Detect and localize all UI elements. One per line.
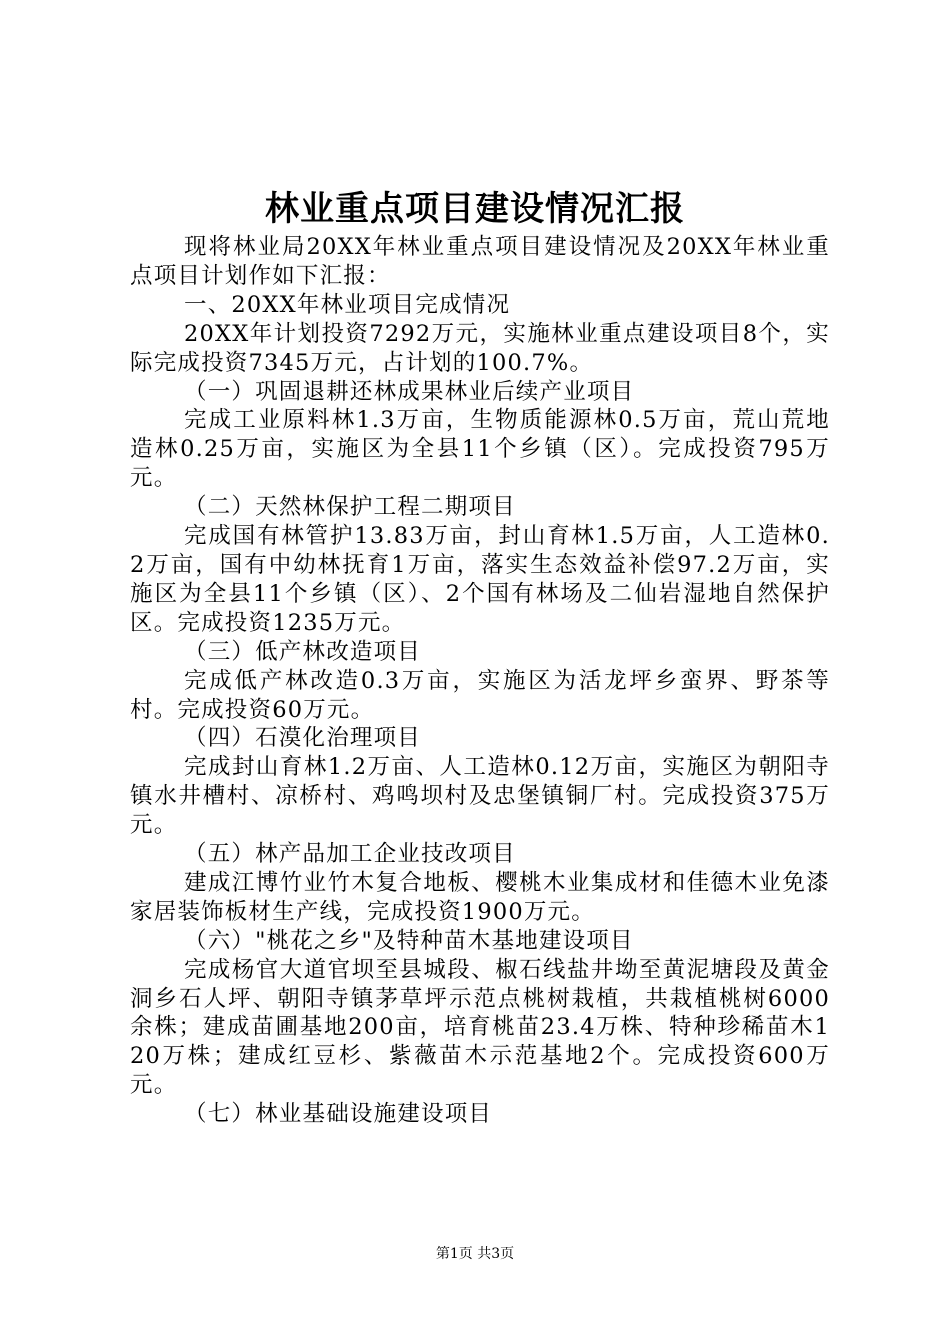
- subsection-heading: （五）林产品加工企业技改项目: [184, 841, 516, 868]
- subsection-heading: （六）"桃花之乡"及特种苗木基地建设项目: [184, 927, 634, 954]
- summary-paragraph: 20XX年计划投资7292万元，实施林业重点建设项目8个，实际完成投资7345万元，占计划的100.7%。: [130, 320, 830, 376]
- subsection-heading: （七）林业基础设施建设项目: [184, 1101, 493, 1128]
- body-paragraph: 完成国有林管护13.83万亩，封山育林1.5万亩，人工造林0.2万亩，国有中幼林抚育1万亩，落实生态效益补偿97.2万亩，实施区为全县11个乡镇（区）、2个国有林场及二仙岩湿地自然保护区。完成投资1235万元。: [130, 523, 830, 636]
- subsection-heading: （一）巩固退耕还林成果林业后续产业项目: [184, 378, 635, 405]
- body-paragraph: 完成低产林改造0.3万亩，实施区为活龙坪乡蛮界、野茶等村。完成投资60万元。: [130, 667, 830, 723]
- subsection-heading: （三）低产林改造项目: [184, 638, 422, 665]
- document-body: [130, 233, 830, 1129]
- body-paragraph: 完成封山育林1.2万亩、人工造林0.12万亩，实施区为朝阳寺镇水井槽村、凉桥村、鸡鸣坝村及忠堡镇铜厂村。完成投资375万元。: [130, 754, 830, 839]
- page-footer: 第1页 共3页: [435, 1246, 515, 1262]
- subsection-heading: （四）石漠化治理项目: [184, 725, 422, 752]
- subsection-heading: （二）天然林保护工程二期项目: [184, 494, 516, 521]
- body-paragraph: 建成江博竹业竹木复合地板、樱桃木业集成材和佳德木业免漆家居装饰板材生产线，完成投资1900万元。: [130, 869, 830, 925]
- body-paragraph: 完成工业原料林1.3万亩，生物质能源林0.5万亩，荒山荒地造林0.25万亩，实施区为全县11个乡镇（区）。完成投资795万元。: [130, 407, 830, 492]
- section-heading: 一、20XX年林业项目完成情况: [184, 291, 511, 318]
- document-title: 林业重点项目建设情况汇报: [265, 189, 685, 229]
- intro-paragraph: 现将林业局20XX年林业重点项目建设情况及20XX年林业重点项目计划作如下汇报：: [130, 234, 830, 289]
- body-paragraph: 完成杨官大道官坝至县城段、椒石线盐井坳至黄泥塘段及黄金洞乡石人坪、朝阳寺镇茅草坪示范点桃树栽植，共栽植桃树6000余株；建成苗圃基地200亩，培育桃苗23.4万株、特种珍稀苗木120万株；建成红豆杉、紫薇苗木示范基地2个。完成投资600万元。: [130, 956, 830, 1099]
